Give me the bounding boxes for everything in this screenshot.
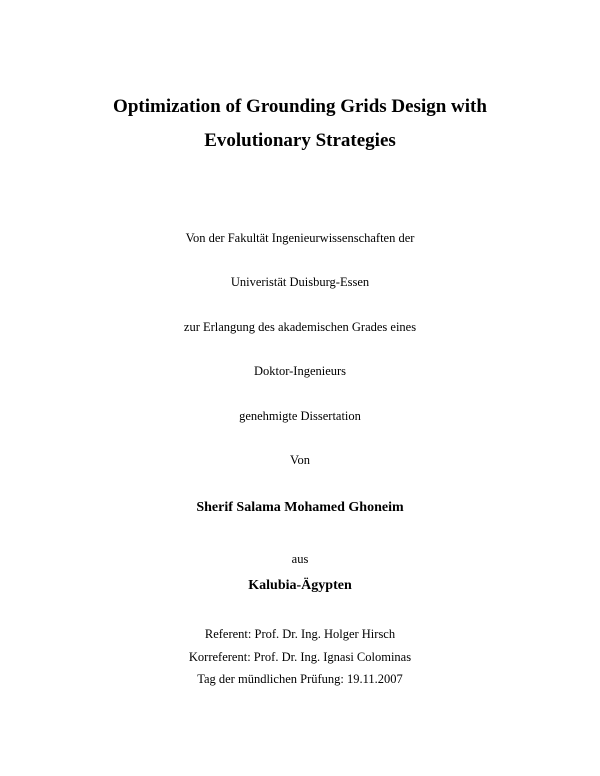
exam-date-line: Tag der mündlichen Prüfung: 19.11.2007 — [197, 672, 403, 686]
title-line-1: Optimization of Grounding Grids Design with — [113, 96, 487, 117]
aus-line: aus — [291, 552, 309, 566]
university-line: Univeristät Duisburg-Essen — [230, 275, 370, 289]
degree-line: Doktor-Ingenieurs — [253, 364, 347, 378]
faculty-line: Von der Fakultät Ingenieurwissenschaften der — [185, 231, 415, 245]
purpose-line: zur Erlangung des akademischen Grades eines — [183, 320, 417, 334]
approval-line: genehmigte Dissertation — [239, 409, 361, 423]
origin-line: Kalubia-Ägypten — [248, 578, 352, 593]
author-name: Sherif Salama Mohamed Ghoneim — [196, 500, 404, 515]
title-line-2: Evolutionary Strategies — [204, 130, 396, 151]
korreferent-line: Korreferent: Prof. Dr. Ing. Ignasi Colominas — [188, 650, 412, 664]
von-line: Von — [290, 453, 310, 467]
referent-line: Referent: Prof. Dr. Ing. Holger Hirsch — [204, 627, 396, 641]
